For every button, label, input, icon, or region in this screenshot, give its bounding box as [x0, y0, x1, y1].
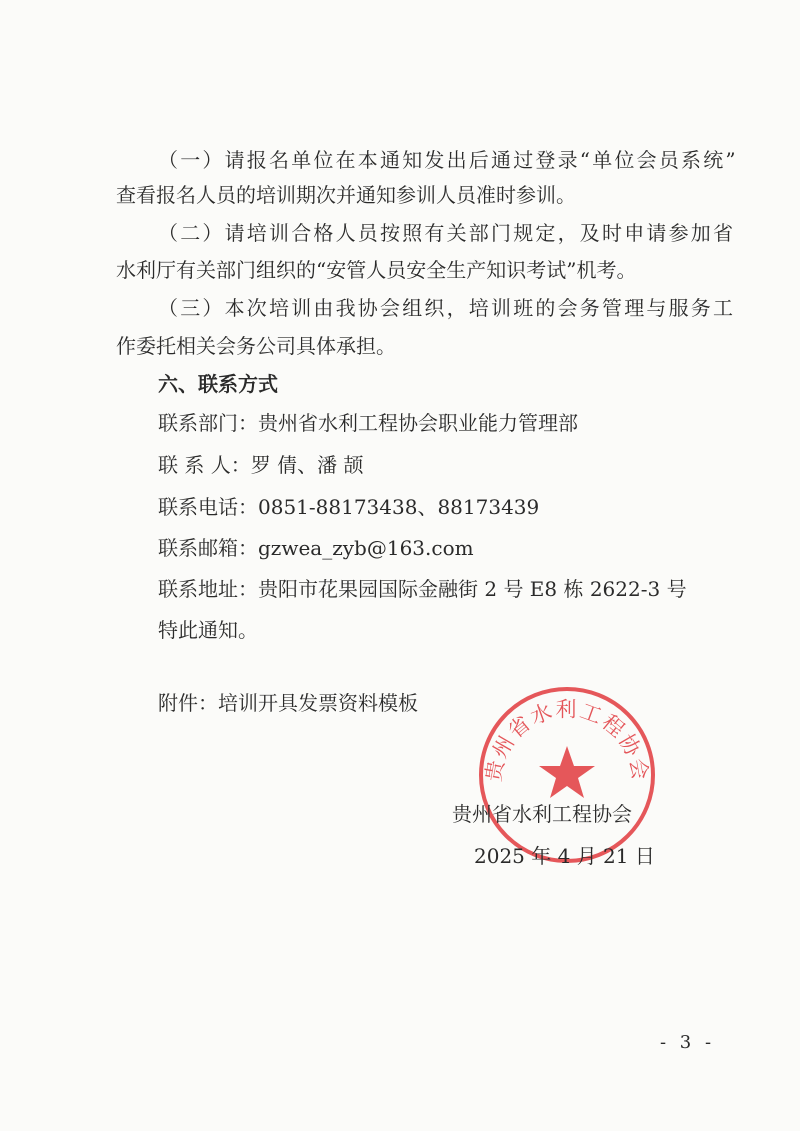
attachment-line: 附件：培训开具发票资料模板	[158, 691, 418, 715]
signature-org: 贵州省水利工程协会	[452, 802, 632, 826]
contact-person: 联 系 人：罗 倩、潘 颉	[158, 453, 364, 477]
contact-phone: 联系电话：0851-88173438、88173439	[158, 495, 540, 519]
signature-date: 2025 年 4 月 21 日	[474, 844, 655, 868]
closing-text: 特此通知。	[158, 618, 258, 642]
page-number: - 3 -	[660, 1032, 716, 1053]
item-3-line-1: （三）本次培训由我协会组织，培训班的会务管理与服务工	[158, 296, 736, 320]
contact-heading: 六、联系方式	[158, 372, 278, 396]
contact-email: 联系邮箱：gzwea_zyb@163.com	[158, 536, 474, 560]
contact-address: 联系地址：贵阳市花果园国际金融街 2 号 E8 栋 2622-3 号	[158, 577, 687, 601]
svg-text:贵州省水利工程协会: 贵州省水利工程协会	[481, 697, 653, 784]
official-seal-icon	[476, 684, 658, 866]
item-2-line-1: （二）请培训合格人员按照有关部门规定，及时申请参加省	[158, 221, 736, 245]
item-1-line-2: 查看报名人员的培训期次并通知参训人员准时参训。	[116, 183, 576, 207]
item-3-line-2: 作委托相关会务公司具体承担。	[116, 334, 396, 358]
item-2-line-2: 水利厅有关部门组织的“安管人员安全生产知识考试”机考。	[116, 258, 637, 282]
contact-dept: 联系部门：贵州省水利工程协会职业能力管理部	[158, 411, 578, 435]
item-1-line-1: （一）请报名单位在本通知发出后通过登录“单位会员系统”	[158, 148, 738, 172]
